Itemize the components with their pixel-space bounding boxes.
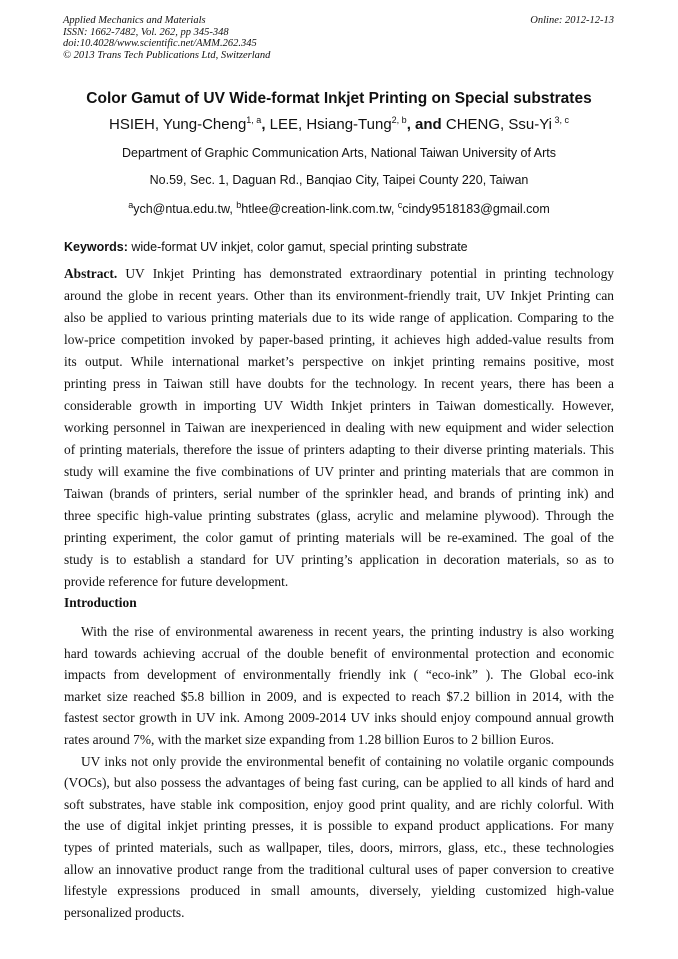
text-line — [64, 461, 614, 483]
line-text: printing press in Taiwan still have doubts for the technology. In recent years, there has been a — [64, 376, 614, 391]
author-affiliation-mark: 3, c — [552, 115, 570, 125]
line-text: Taiwan (brands of printers, serial number of the sprinkler head, and brands of printing ink) and — [64, 486, 614, 501]
email-mark: a — [128, 200, 134, 210]
email-mark: b — [236, 200, 242, 210]
text-line — [64, 527, 614, 549]
email: htlee@creation-link.com.tw — [241, 202, 391, 217]
email-separator: , — [390, 202, 398, 217]
paragraph — [64, 751, 614, 924]
text-line — [64, 395, 614, 417]
paragraph — [64, 621, 614, 751]
line-text: considerable growth in importing UV Width Inkjet printers in Taiwan domestically. However, — [64, 398, 614, 413]
doi: doi:10.4028/www.scientific.net/AMM.262.345 — [63, 38, 257, 49]
line-text: study is to establish a standard for UV printing’s application in decoration materials, so as to — [64, 552, 614, 567]
text-line: market size reached $5.8 billion in 2009, and is expected to reach $7.2 billion in 2014, with the — [64, 688, 614, 704]
journal-name: Applied Mechanics and Materials — [63, 15, 206, 26]
online-date: Online: 2012-12-13 — [530, 15, 614, 26]
author-affiliation-mark: 1, a — [246, 115, 262, 125]
introduction-body — [64, 621, 614, 923]
email: ych@ntua.edu.tw — [133, 202, 230, 217]
introduction-heading: Introduction — [64, 595, 137, 610]
address: No.59, Sec. 1, Daguan Rd., Banqiao City, Taipei County 220, Taiwan — [149, 173, 529, 187]
copyright: © 2013 Trans Tech Publications Ltd, Switzerland — [63, 49, 271, 61]
line-text: low-price competition invoked by paper-based printing, it achieves high added-value results from — [64, 332, 614, 347]
keywords-label: Keywords: — [64, 240, 128, 254]
text-line: With the rise of environmental awareness in recent years, the printing industry is also working — [81, 624, 614, 639]
text-line: soft substrates, have stable ink composition, enjoy good print quality, and are richly colorful. With — [64, 796, 614, 812]
abstract — [64, 263, 614, 593]
text-line: allow an innovative product range from the traditional cultural uses of paper conversion to creative — [64, 861, 614, 877]
text-line: fastest sector growth in UV ink. Among 2009-2014 UV inks should enjoy compound annual growth — [64, 710, 614, 726]
email-mark: c — [397, 200, 403, 210]
author-name: LEE, Hsiang-Tung — [269, 116, 392, 133]
emails — [0, 200, 678, 216]
text-line: personalized products. — [64, 904, 185, 920]
line-text: UV Inkjet Printing has demonstrated extraordinary potential in printing technology — [117, 266, 614, 281]
text-line: (VOCs), but also possess the advantages of being fast curing, can be applied to all kinds of hard and — [64, 775, 614, 791]
author-separator: , and — [406, 116, 446, 133]
text-line — [64, 373, 614, 395]
author-separator: , — [261, 116, 270, 133]
text-line: impacts from development of environmentally friendly ink ( “eco-ink” ). The Global eco-ink — [64, 667, 614, 683]
abstract-label: Abstract. — [64, 266, 118, 281]
text-line: hard towards achieving accrual of the double benefit of environmental protection and economic — [64, 645, 614, 661]
email-separator: , — [229, 202, 237, 217]
line-text: its output. While international market’s perspective on inkjet printing remains positive, most — [64, 354, 614, 369]
text-line — [64, 285, 614, 307]
line-text: three specific high-value printing substrates (glass, acrylic and melamine plywood). Through the — [64, 508, 614, 523]
text-line: types of printed materials, such as wallpaper, tiles, doors, mirrors, glass, etc., these technologies — [64, 839, 614, 855]
keywords — [64, 240, 468, 254]
email: cindy9518183@gmail.com — [402, 202, 550, 217]
line-text: printing experiment, the color gamut of printing materials will be re-examined. The goal of the — [64, 530, 614, 545]
line-text: study will examine the five combinations of UV printer and printing materials that are common in — [64, 464, 614, 479]
text-line: lifestyle expressions produced in small amounts, diversely, yielding customized high-value — [64, 883, 614, 899]
text-line: the use of digital inkjet printing presses, it is possible to expand product applications. For many — [64, 818, 614, 834]
author-name: HSIEH, Yung-Cheng — [108, 116, 247, 133]
line-text: provide reference for future development. — [64, 574, 289, 589]
text-line — [64, 505, 614, 527]
text-line: rates around 7%, with the market size expanding from 1.28 billion Euros to 2 billion Euros. — [64, 731, 555, 747]
journal-header — [63, 15, 270, 61]
text-line — [64, 439, 614, 461]
line-text: also be applied to various printing materials due to its wide range of application. Comparing to the — [64, 310, 614, 325]
author-name: CHENG, Ssu-Yi — [445, 116, 552, 133]
authors — [0, 115, 678, 133]
line-text: working personnel in Taiwan are inexperienced in dealing with new equipment and wider selection — [64, 420, 614, 435]
affiliation: Department of Graphic Communication Arts, National Taiwan University of Arts — [122, 146, 556, 160]
text-line — [64, 571, 614, 593]
line-text: around the globe in recent years. Other than its environment-friendly trait, UV Inkjet Printing can — [64, 288, 614, 303]
text-line — [64, 417, 614, 439]
text-line — [64, 351, 614, 373]
line-text: of printing materials, therefore the issue of printers adapting to their diverse printing materials. This — [64, 442, 614, 457]
text-line: UV inks not only provide the environmental benefit of containing no volatile organic compounds — [81, 753, 614, 769]
author-affiliation-mark: 2, b — [391, 115, 407, 125]
text-line — [64, 483, 614, 505]
paper-title: Color Gamut of UV Wide-format Inkjet Printing on Special substrates — [86, 90, 592, 107]
issn: ISSN: 1662-7482, Vol. 262, pp 345-348 — [63, 26, 229, 38]
text-line — [64, 307, 614, 329]
text-line — [64, 329, 614, 351]
text-line — [64, 263, 614, 285]
keywords-text: wide-format UV inkjet, color gamut, special printing substrate — [127, 240, 468, 254]
text-line — [64, 549, 614, 571]
